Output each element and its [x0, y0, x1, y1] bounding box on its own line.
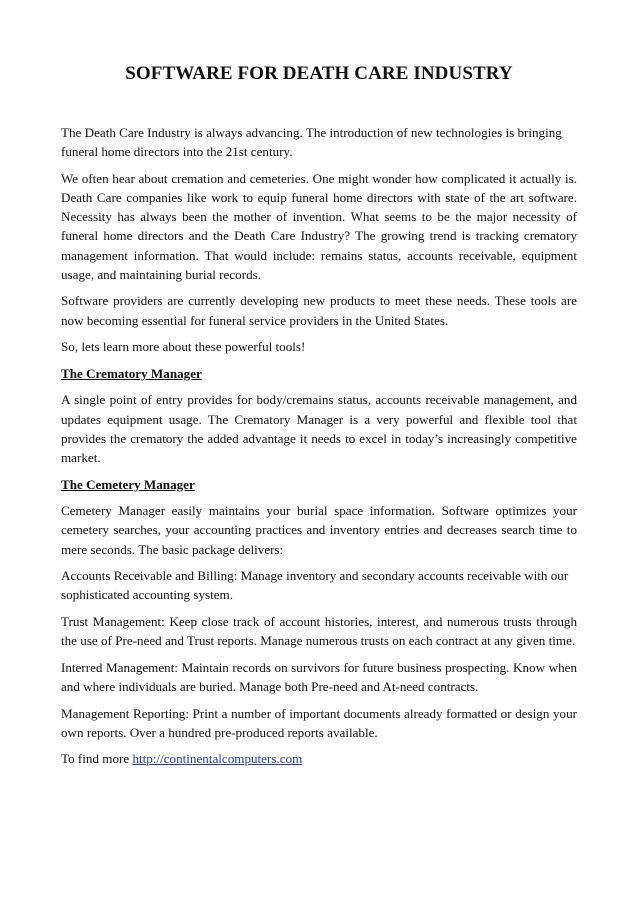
crematory-manager-paragraph: A single point of entry provides for body/cremains status, accounts receivable management, and updates equipment usage. The Crematory Manager is a very powerful and flexible tool that provides the crematory the added advantage it needs to excel in today’s increasingly competitive market.: [61, 392, 577, 465]
management-reporting-paragraph: Management Reporting: Print a number of important documents already formatted or design your own reports. Over a hundred pre-produced reports available.: [61, 705, 577, 740]
cemetery-manager-heading: The Cemetery Manager: [61, 476, 195, 492]
find-more-text: To find more: [61, 751, 133, 767]
continental-computers-link[interactable]: http://continentalcomputers.com: [132, 751, 303, 767]
cremation-paragraph: We often hear about cremation and cemeteries. One might wonder how complicated it actually is. Death Care companies like work to equip funeral home directors with state of the art software. Necessity has always been the mother of invention. What seems to be the major necessity of funeral home directors and the Death Care Industry? The growing trend is tracking crematory management information. That would include: remains status, accounts receivable, equipment usage, and maintaining burial records.: [61, 170, 577, 282]
document-body: [61, 123, 577, 776]
interred-management-paragraph: Interred Management: Maintain records on survivors for future business prospecting. Know when and where individuals are buried. Manage both Pre-need and At-need contracts.: [61, 659, 577, 694]
intro-paragraph: The Death Care Industry is always advancing. The introduction of new technologies is bringing funeral home directors into the 21st century.: [61, 125, 562, 160]
find-more-paragraph: [61, 749, 577, 768]
lets-learn-paragraph: So, lets learn more about these powerful tools!: [61, 339, 306, 355]
crematory-manager-heading: The Crematory Manager: [61, 365, 202, 381]
providers-paragraph: Software providers are currently developing new products to meet these needs. These tools are now becoming essential for funeral service providers in the United States.: [61, 293, 577, 328]
document-title: SOFTWARE FOR DEATH CARE INDUSTRY: [125, 63, 513, 84]
cemetery-manager-paragraph: Cemetery Manager easily maintains your burial space information. Software optimizes your cemetery searches, your accounting practices and inventory entries and decreases search time to mere seconds. The basic package delivers:: [61, 503, 577, 557]
trust-management-paragraph: Trust Management: Keep close track of account histories, interest, and numerous trusts through the use of Pre-need and Trust reports. Manage numerous trusts on each contract at any given time.: [61, 613, 577, 649]
accounts-receivable-paragraph: Accounts Receivable and Billing: Manage inventory and secondary accounts receivable with our sophisticated accounting system.: [61, 568, 569, 603]
